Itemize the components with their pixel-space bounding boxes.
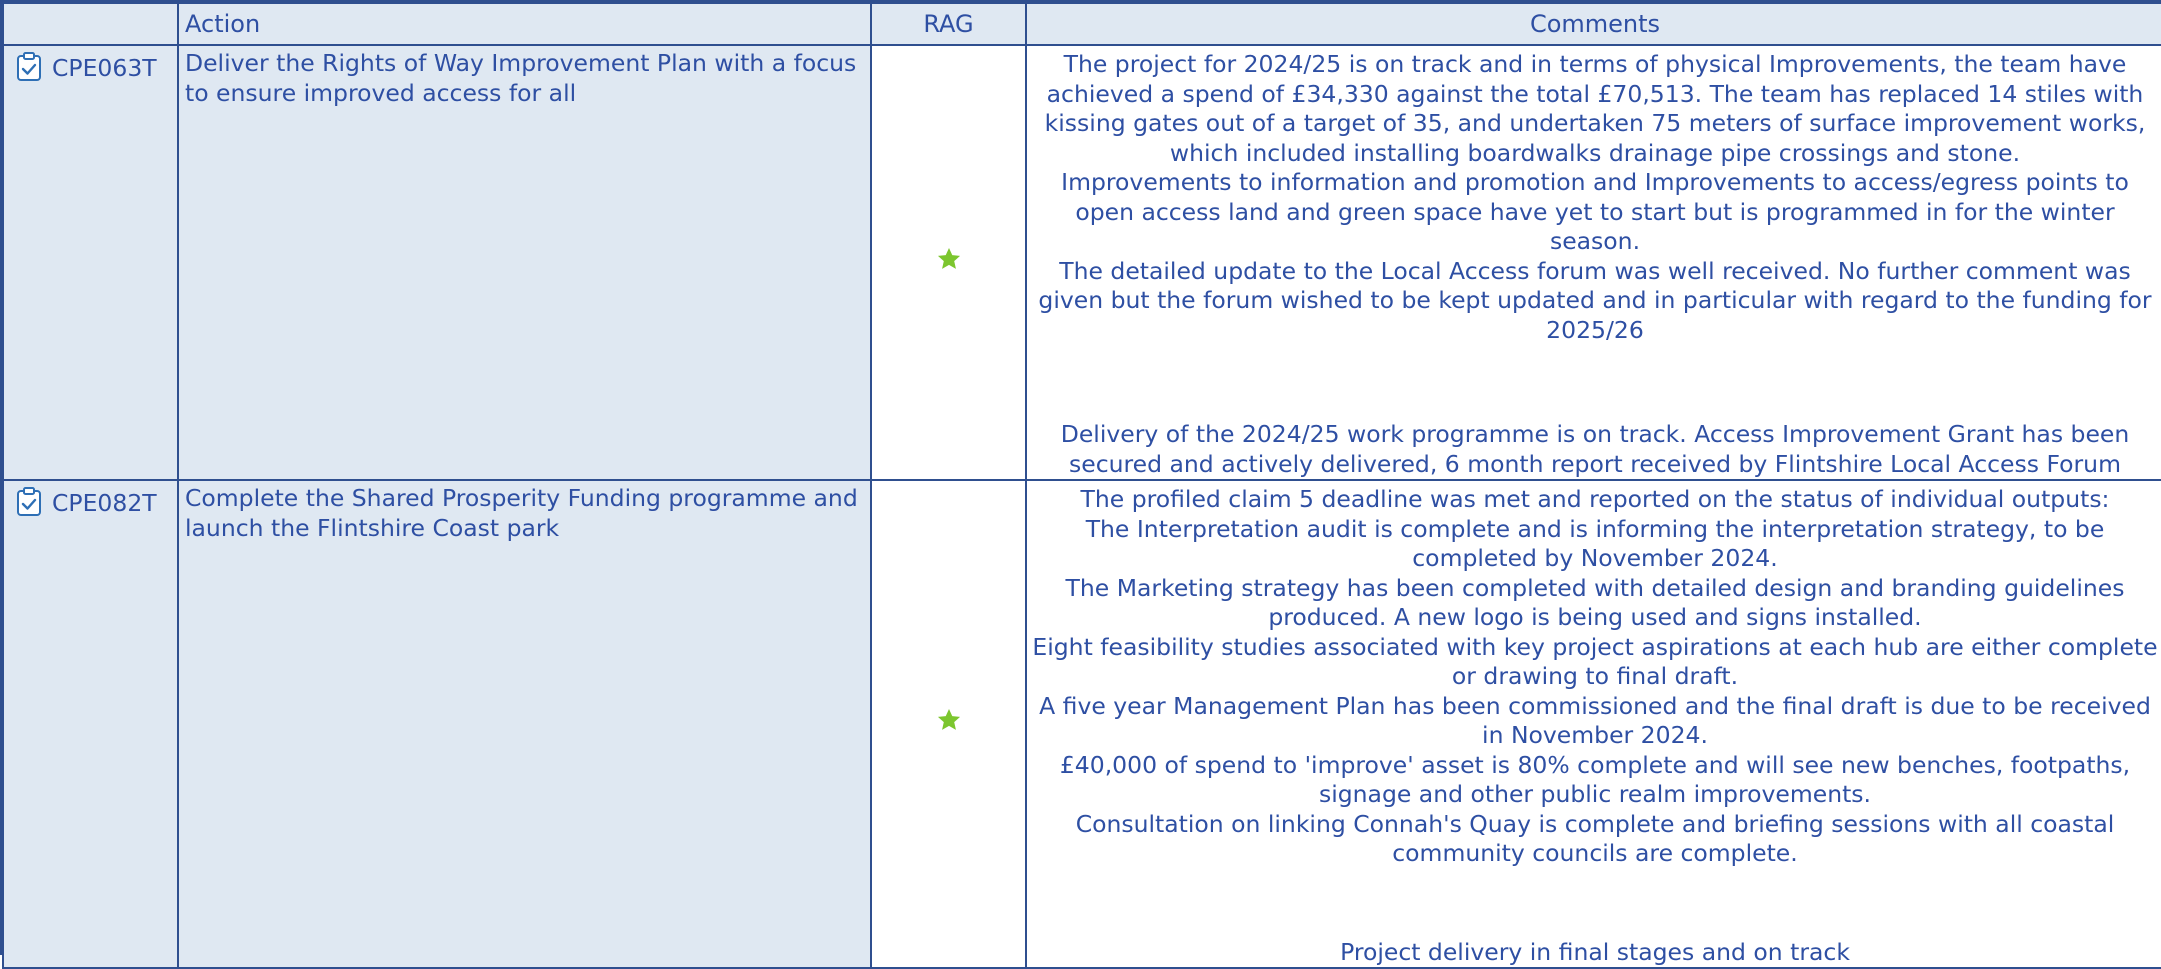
action-code-cell[interactable] [3,480,178,968]
comments-cell [1026,480,2161,968]
comment-summary: Project delivery in final stages and on track [1340,937,1850,966]
action-code: CPE063T [52,54,157,82]
header-code [3,3,178,45]
comments-cell [1026,45,2161,480]
comment-summary: Delivery of the 2024/25 work programme is on track. Access Improvement Grant has been secured and actively delivered, 6 month report received by Flintshire Local Access Forum [1060,420,2130,478]
comment-paragraph: Improvements to information and promotion and Improvements to access/egress points to open access land and green space have yet to start but is programmed in for the winter season. [1061,168,2129,255]
actions-table [2,2,2161,969]
action-code: CPE082T [52,489,157,517]
comment-paragraph: Eight feasibility studies associated with key project aspirations at each hub are either complete or drawing to final draft. [1032,632,2158,690]
green-star-icon [936,250,962,278]
action-code-cell[interactable] [3,45,178,480]
comment-paragraph: The project for 2024/25 is on track and in terms of physical Improvements, the team have achieved a spend of £34,330 against the total £70,513. The team has replaced 14 stiles with kissing gates out of a target of 35, and undertaken 75 meters of surface improvement works, which included installing boardwalks drainage pipe crossings and stone. [1044,50,2146,167]
header-row [3,3,2161,45]
comment-paragraph: The detailed update to the Local Access forum was well received. No further comment was given but the forum wished to be kept updated and in particular with regard to the funding for 2025/26 [1038,256,2152,344]
comment-paragraph: A five year Management Plan has been commissioned and the final draft is due to be received in November 2024. [1039,691,2151,749]
clipboard-check-icon[interactable] [16,52,42,90]
table-row [3,480,2161,968]
comment-paragraph: Consultation on linking Connah's Quay is complete and briefing sessions with all coastal community councils are complete. [1075,809,2115,867]
comment-paragraph: £40,000 of spend to 'improve' asset is 80% complete and will see new benches, footpaths, signage and other public realm improvements. [1059,750,2131,808]
clipboard-check-icon[interactable] [16,487,42,525]
rag-status-cell [871,45,1026,480]
table-row [3,45,2161,480]
comment-paragraph: The profiled claim 5 deadline was met and reported on the status of individual outputs: [1080,485,2110,513]
green-star-icon [936,711,962,739]
header-action[interactable]: Action [178,3,871,45]
action-description: Complete the Shared Prosperity Funding programme and launch the Flintshire Coast park [178,480,871,968]
comment-paragraph: The Interpretation audit is complete and is informing the interpretation strategy, to be completed by November 2024. [1085,514,2105,572]
comment-paragraph: The Marketing strategy has been completed with detailed design and branding guidelines produced. A new logo is being used and signs installed. [1065,573,2125,631]
header-rag[interactable]: RAG [871,3,1026,45]
action-description: Deliver the Rights of Way Improvement Plan with a focus to ensure improved access for all [178,45,871,480]
header-comments[interactable]: Comments [1026,3,2161,45]
rag-status-cell [871,480,1026,968]
